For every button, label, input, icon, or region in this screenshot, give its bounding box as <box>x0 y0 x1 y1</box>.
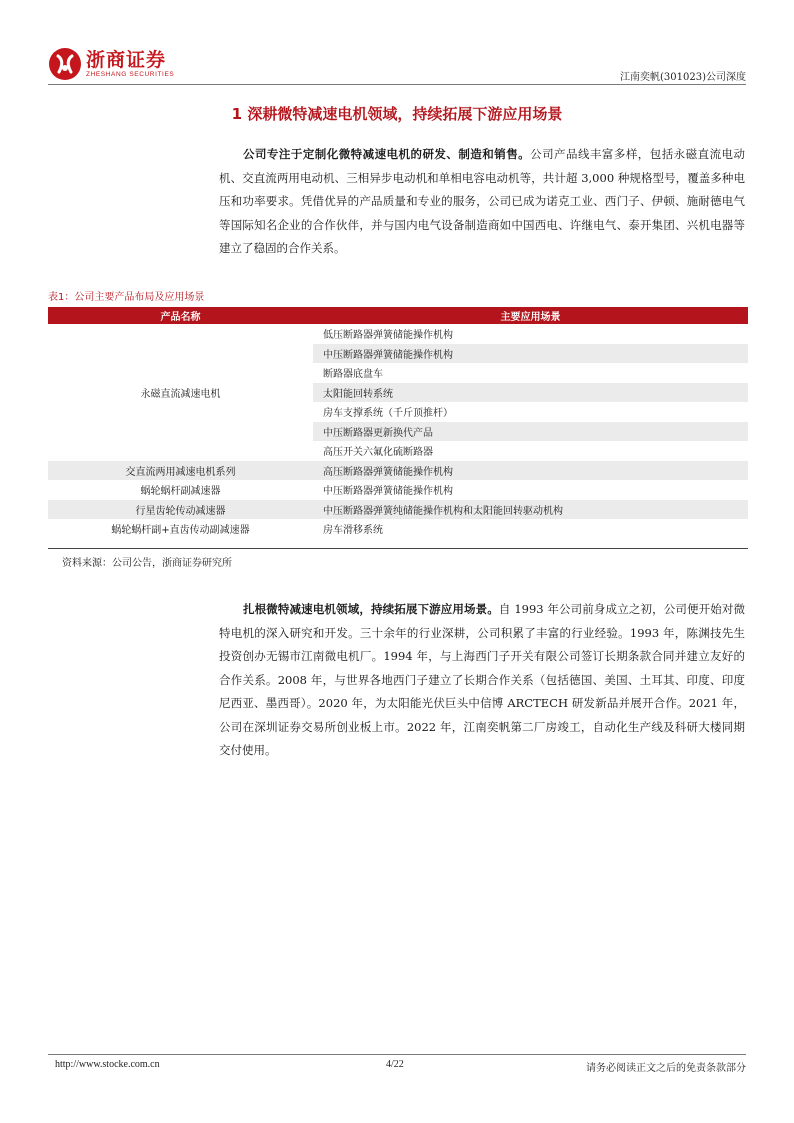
application-cell: 太阳能回转系统 <box>313 383 748 403</box>
table-source: 资料来源：公司公告，浙商证券研究所 <box>62 558 232 569</box>
table-row <box>48 500 748 520</box>
table-row <box>48 461 748 481</box>
logo-english-name: ZHESHANG SECURITIES <box>86 70 175 78</box>
application-cell: 房车支撑系统（千斤顶推杆） <box>323 408 453 420</box>
history-paragraph-body: 自 1993 年公司前身成立之初，公司便开始对微特电机的深入研究和开发。三十余年的行业深耕，公司积累了丰富的行业经验。1993 年，陈渊技先生投资创办无锡市江南微电机厂。1994 年，与上海西门子开关有限公司签订长期条款合同并建立友好的合作关系。2008 年，与世界各地西门子建立了长期合作关系（包括德国、美国、土耳其、印度、印度尼西亚、墨西哥）。2020 年，为太阳能光伏巨头中信博 ARCTECH 研发新品并展开合作。2021 年，公司在深圳证券交易所创业板上市。2022 年，江南奕帆第二厂房竣工，自动化生产线及科研大楼同期交付使用。 <box>219 602 746 757</box>
application-cell: 中压断路器更新换代产品 <box>313 422 748 442</box>
product-name-cell: 交直流两用减速电机系列 <box>48 461 313 481</box>
history-paragraph-lead: 扎根微特减速电机领域，持续拓展下游应用场景。 <box>243 602 499 616</box>
logo-mark-icon <box>48 47 82 81</box>
application-cell: 房车滑移系统 <box>323 525 383 537</box>
footer-divider <box>48 1054 746 1055</box>
table-header-row <box>48 307 748 324</box>
company-logo <box>48 44 174 84</box>
application-cell: 中压断路器弹簧储能操作机构 <box>313 344 748 364</box>
table-bottom-rule <box>48 548 748 549</box>
section-title: 1 深耕微特减速电机领域，持续拓展下游应用场景 <box>231 105 563 123</box>
product-name-cell: 永磁直流减速电机 <box>48 324 313 461</box>
application-cell: 中压断路器弹簧储能操作机构 <box>323 486 453 498</box>
footer-disclaimer: 请务必阅读正文之后的免责条款部分 <box>586 1063 746 1074</box>
table-row <box>48 519 748 539</box>
product-name-cell: 行星齿轮传动减速器 <box>48 500 313 520</box>
product-table <box>48 307 748 539</box>
application-cell: 中压断路器弹簧纯储能操作机构和太阳能回转驱动机构 <box>313 500 748 520</box>
page-number: 4/22 <box>386 1059 404 1070</box>
report-label: 江南奕帆(301023)公司深度 <box>620 72 746 83</box>
header-divider <box>48 84 746 85</box>
application-cell: 断路器底盘车 <box>323 369 383 381</box>
intro-paragraph-lead: 公司专注于定制化微特减速电机的研发、制造和销售。 <box>243 147 531 161</box>
footer-url[interactable]: http://www.stocke.com.cn <box>55 1059 160 1070</box>
application-cell: 高压开关六氟化硫断路器 <box>323 447 433 459</box>
product-name-cell: 蜗轮蜗杆副减速器 <box>140 486 221 498</box>
intro-paragraph <box>219 143 745 261</box>
page-header <box>48 44 746 84</box>
application-cell: 高压断路器弹簧储能操作机构 <box>313 461 748 481</box>
table-row <box>48 480 748 500</box>
table-caption: 表1：公司主要产品布局及应用场景 <box>48 292 205 303</box>
logo-chinese-name: 浙商证券 <box>86 48 167 71</box>
history-paragraph <box>219 598 745 763</box>
header-application: 主要应用场景 <box>313 307 748 324</box>
table-row <box>48 324 748 344</box>
intro-paragraph-body: 公司产品线丰富多样，包括永磁直流电动机、交直流两用电动机、三相异步电动机和单相电容电动机等，共计超 3,000 种规格型号，覆盖多种电压和功率要求。凭借优异的产品质量和专业的服务，公司已成为诺克工业、西门子、伊顿、施耐德电气等国际知名企业的合作伙伴，并与国内电气设备制造商如中国西电、许继电气、泰开集团、兴机电器等建立了稳固的合作关系。 <box>219 147 746 255</box>
header-product-name: 产品名称 <box>48 307 313 324</box>
product-name-cell: 蜗轮蜗杆副+直齿传动副减速器 <box>111 525 250 537</box>
application-cell: 低压断路器弹簧储能操作机构 <box>323 330 453 342</box>
